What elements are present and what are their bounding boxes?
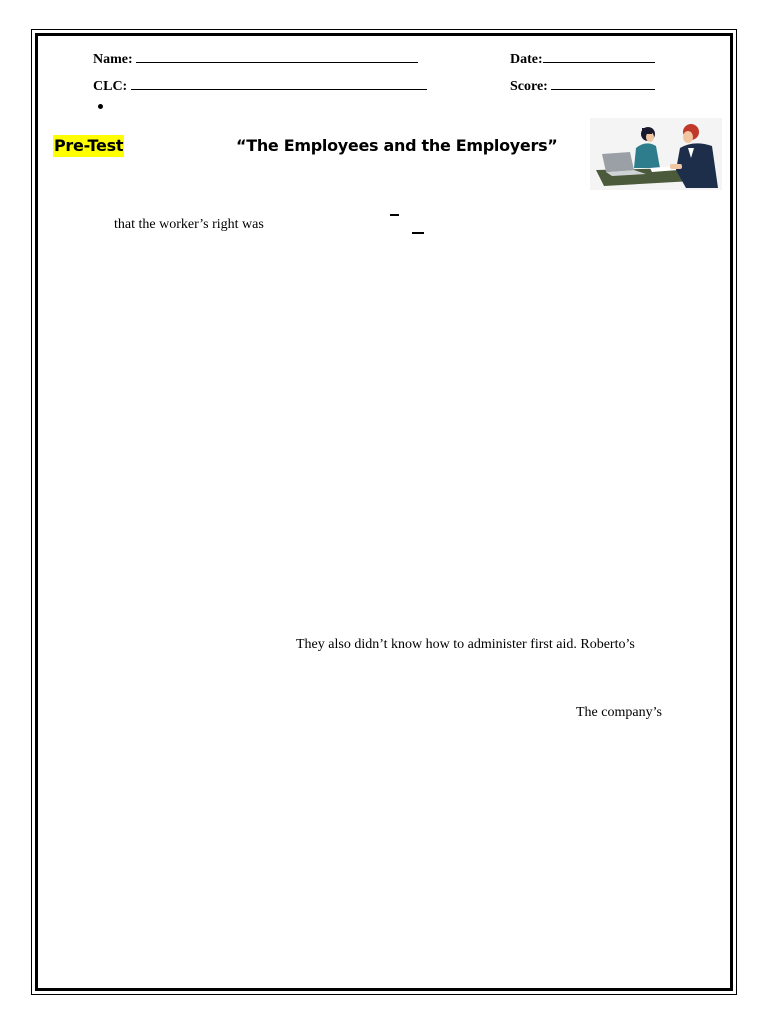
document-title: “The Employees and the Employers” bbox=[236, 136, 558, 155]
clc-label: CLC: bbox=[93, 79, 128, 94]
passage-line-3: The company’s bbox=[576, 705, 662, 720]
date-field[interactable] bbox=[510, 53, 655, 67]
date-label: Date: bbox=[510, 52, 543, 67]
clc-blank[interactable] bbox=[131, 87, 427, 90]
passage-line-1: that the worker’s right was bbox=[114, 217, 264, 232]
name-label: Name: bbox=[93, 52, 133, 67]
blank-mark[interactable] bbox=[412, 232, 424, 234]
name-blank[interactable] bbox=[136, 60, 418, 63]
passage-line-2: They also didn’t know how to administer first aid. Roberto’s bbox=[296, 637, 635, 652]
pretest-label: Pre-Test bbox=[54, 136, 124, 155]
bullet-point bbox=[98, 104, 103, 109]
name-field[interactable] bbox=[93, 53, 418, 67]
office-workers-icon bbox=[590, 118, 722, 190]
score-field[interactable] bbox=[510, 80, 655, 94]
score-blank[interactable] bbox=[551, 87, 655, 90]
date-blank[interactable] bbox=[543, 60, 655, 63]
score-label: Score: bbox=[510, 79, 548, 94]
clc-field[interactable] bbox=[93, 80, 427, 94]
blank-mark-short bbox=[390, 214, 399, 216]
